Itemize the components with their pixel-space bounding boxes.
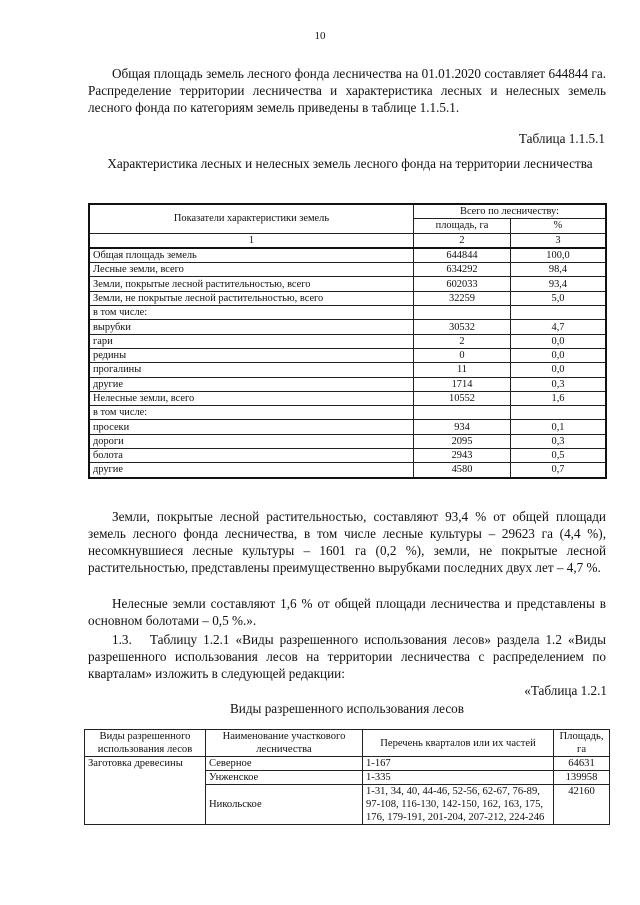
table1-row — [89, 434, 606, 448]
table1-cell-pct: 0,0 — [511, 334, 607, 348]
table1-cell-pct: 0,1 — [511, 420, 607, 434]
paragraph-forest-cover: Земли, покрытые лесной растительностью, составляют 93,4 % от общей площади земель лесного фонда лесничества, в том числе лесные культуры – 29623 га (4,4 %), несомкнувшиеся лесные культуры – 1601 га (0,2 %), земли, не покрытые лесной растительностью, представлены преимущественно вырубками последних двух лет – 4,7 %. — [88, 509, 606, 575]
table2-quarters: 1-31, 34, 40, 44-46, 52-56, 62-67, 76-89, 97-108, 116-130, 142-150, 162, 163, 175, 176, 179-191, 201-204, 207-212, 224-246 — [363, 785, 554, 825]
table1-cell-area: 644844 — [414, 248, 511, 263]
table1-cell-pct: 4,7 — [511, 320, 607, 334]
table1-cell-area: 0 — [414, 348, 511, 362]
table1-colnum: 3 — [511, 233, 607, 248]
table1-row — [89, 449, 606, 463]
table1-row — [89, 306, 606, 320]
table1-label: Таблица 1.1.5.1 — [518, 131, 605, 146]
table1-title: Характеристика лесных и нелесных земель лесного фонда на территории лесничества — [107, 156, 593, 171]
table1-cell-name: Нелесные земли, всего — [89, 391, 414, 405]
paragraph-amendment: 1.3. Таблицу 1.2.1 «Виды разрешенного использования лесов» раздела 1.2 «Виды разрешенного использования лесов на территории лесничества с распределением по кварталам» изложить в следующей редакции: — [88, 632, 606, 681]
table2-header: Площадь, га — [554, 730, 610, 757]
table2-area: 64631 — [554, 757, 610, 771]
table1-row — [89, 334, 606, 348]
table1-cell-name: Общая площадь земель — [89, 248, 414, 263]
table1-row — [89, 263, 606, 277]
table1-row — [89, 377, 606, 391]
table1-row — [89, 463, 606, 478]
table1-cell-area: 602033 — [414, 277, 511, 291]
table1-cell-pct: 0,3 — [511, 434, 607, 448]
table1-header-group: Всего по лесничеству: — [414, 204, 607, 219]
table1-cell-name: другие — [89, 377, 414, 391]
paragraph-nonforest: Нелесные земли составляют 1,6 % от общей площади лесничества и представлены в основном болотами – 0,5 %.». — [88, 596, 606, 628]
table1-cell-pct: 0,0 — [511, 348, 607, 362]
table1-cell-pct: 0,0 — [511, 363, 607, 377]
table2-header: Наименование участкового лесничества — [206, 730, 363, 757]
table1-header-pct: % — [511, 219, 607, 233]
table1-cell-area: 32259 — [414, 291, 511, 305]
table1-cell-pct: 5,0 — [511, 291, 607, 305]
table1-row — [89, 320, 606, 334]
table2-header: Перечень кварталов или их частей — [363, 730, 554, 757]
table1-row — [89, 248, 606, 263]
table1-cell-area: 2095 — [414, 434, 511, 448]
table1-cell-pct: 98,4 — [511, 263, 607, 277]
table1-cell-area: 11 — [414, 363, 511, 377]
table2-forestry: Никольское — [206, 785, 363, 825]
table1-cell-pct: 1,6 — [511, 391, 607, 405]
table1-row — [89, 420, 606, 434]
table2-area: 42160 — [554, 785, 610, 825]
table1-cell-name: другие — [89, 463, 414, 478]
table1-colnum: 2 — [414, 233, 511, 248]
table1-cell-area: 2943 — [414, 449, 511, 463]
table1-cell-area — [414, 406, 511, 420]
table1-cell-area — [414, 306, 511, 320]
table1-cell-pct: 0,3 — [511, 377, 607, 391]
table1-cell-area: 30532 — [414, 320, 511, 334]
table1-cell-pct — [511, 306, 607, 320]
table1-row — [89, 348, 606, 362]
table2-forestry: Унженское — [206, 771, 363, 785]
table1-header-col1: Показатели характеристики земель — [89, 204, 414, 233]
table2-forestry: Северное — [206, 757, 363, 771]
table1-cell-pct: 93,4 — [511, 277, 607, 291]
table1-cell-area: 2 — [414, 334, 511, 348]
table1-cell-name: прогалины — [89, 363, 414, 377]
table1-cell-name: в том числе: — [89, 406, 414, 420]
table1-row — [89, 391, 606, 405]
permitted-use-table — [84, 729, 610, 825]
table1-cell-name: редины — [89, 348, 414, 362]
table2-quarters: 1-335 — [363, 771, 554, 785]
table1-cell-name: дороги — [89, 434, 414, 448]
land-characteristics-table — [88, 203, 607, 479]
table1-cell-area: 1714 — [414, 377, 511, 391]
table1-row — [89, 277, 606, 291]
table1-cell-area: 4580 — [414, 463, 511, 478]
table1-cell-name: болота — [89, 449, 414, 463]
table1-cell-name: гари — [89, 334, 414, 348]
table1-cell-name: в том числе: — [89, 306, 414, 320]
table2-use-type: Заготовка древесины — [85, 757, 206, 825]
table2-label: «Таблица 1.2.1 — [524, 683, 607, 698]
table1-header-area: площадь, га — [414, 219, 511, 233]
table2-quarters: 1-167 — [363, 757, 554, 771]
table2-area: 139958 — [554, 771, 610, 785]
table1-cell-pct: 0,7 — [511, 463, 607, 478]
table1-cell-name: вырубки — [89, 320, 414, 334]
table1-row — [89, 363, 606, 377]
table1-colnum: 1 — [89, 233, 414, 248]
intro-paragraph: Общая площадь земель лесного фонда лесничества на 01.01.2020 составляет 644844 га. Распределение территории лесничества и характеристика лесных и нелесных земель лесного фонда по категориям земель приведены в таблице 1.1.5.1. — [88, 66, 606, 115]
table1-cell-pct: 100,0 — [511, 248, 607, 263]
table1-row — [89, 406, 606, 420]
table1-cell-area: 634292 — [414, 263, 511, 277]
page-number: 10 — [314, 30, 326, 42]
table1-cell-area: 934 — [414, 420, 511, 434]
table2-title: Виды разрешенного использования лесов — [229, 701, 465, 716]
table1-cell-pct — [511, 406, 607, 420]
table2-header: Виды разрешенного использования лесов — [85, 730, 206, 757]
table1-cell-name: Земли, не покрытые лесной растительностью, всего — [89, 291, 414, 305]
table1-cell-name: Земли, покрытые лесной растительностью, всего — [89, 277, 414, 291]
table1-cell-pct: 0,5 — [511, 449, 607, 463]
table1-cell-name: Лесные земли, всего — [89, 263, 414, 277]
table1-row — [89, 291, 606, 305]
table1-cell-name: просеки — [89, 420, 414, 434]
table1-cell-area: 10552 — [414, 391, 511, 405]
